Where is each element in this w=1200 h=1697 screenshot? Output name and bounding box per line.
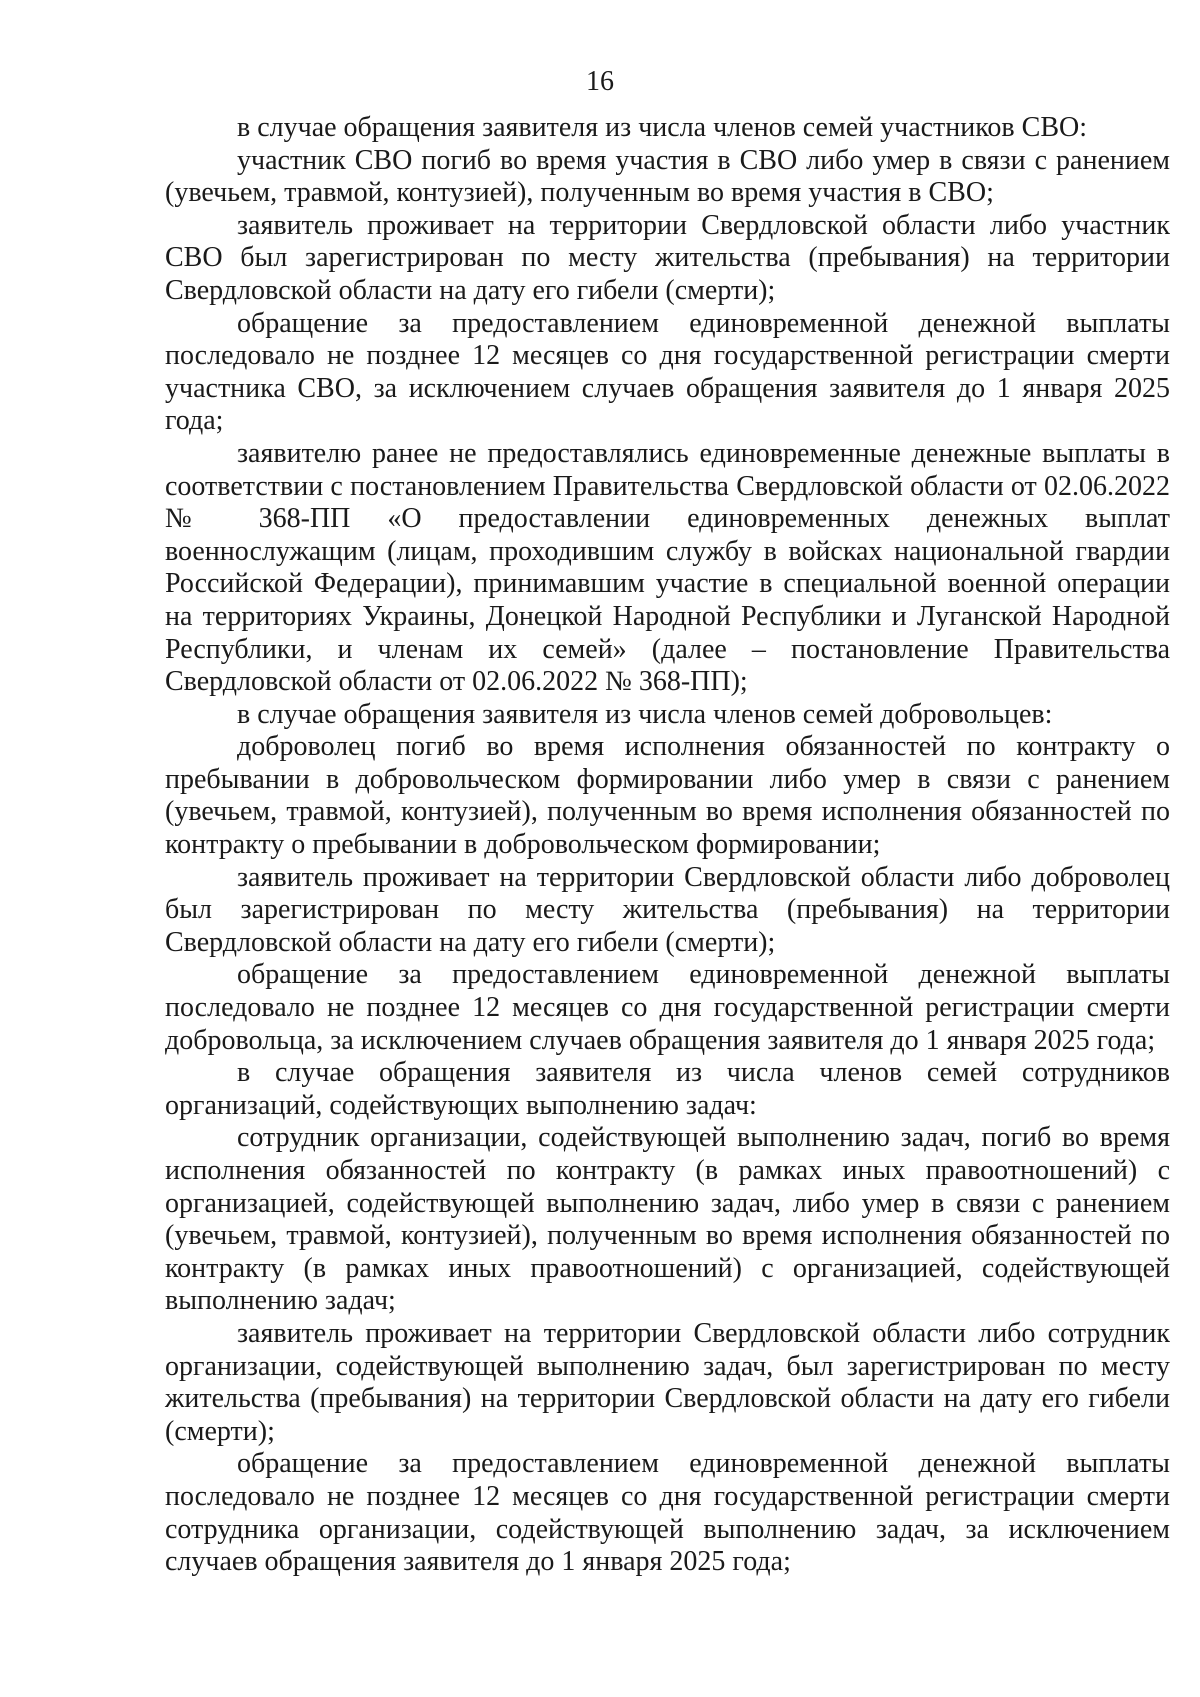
page-number: 16 (586, 66, 614, 97)
paragraph-organization-employee-death: сотрудник организации, содействующей выполнению задач, погиб во время исполнения обязанностей по контракту (в рамках иных правоотношений) с организацией, содействующей выполнению задач, либо умер в связи с ранением (увечьем, травмой, контузией), полученным во время исполнения обязанностей по контракту (в рамках иных правоотношений) с организацией, содействующей выполнению задач; (165, 1122, 1170, 1317)
paragraph-volunteer-deadline: обращение за предоставлением единовременной денежной выплаты последовало не позднее 12 месяцев со дня государственной регистрации смерти добровольца, за исключением случаев обращения заявителя до 1 января 2025 года; (165, 959, 1170, 1056)
paragraph-svo-no-prior-payments: заявителю ранее не предоставлялись единовременные денежные выплаты в соответствии с постановлением Правительства Свердловской области от 02.06.2022 № 368-ПП «О предоставлении единовременных денежных выплат военнослужащим (лицам, проходившим службу в войсках национальной гвардии Российской Федерации), принимавшим участие в специальной военной операции на территориях Украины, Донецкой Народной Республики и Луганской Народной Республики, и членам их семей» (далее – постановление Правительства Свердловской области от 02.06.2022 № 368-ПП); (165, 437, 1170, 698)
document-body (165, 112, 1170, 1579)
paragraph-volunteer-death: доброволец погиб во время исполнения обязанностей по контракту о пребывании в добровольческом формировании либо умер в связи с ранением (увечьем, травмой, контузией), полученным во время исполнения обязанностей по контракту о пребывании в добровольческом формировании; (165, 731, 1170, 861)
paragraph-svo-deadline: обращение за предоставлением единовременной денежной выплаты последовало не позднее 12 месяцев со дня государственной регистрации смерти участника СВО, за исключением случаев обращения заявителя до 1 января 2025 года; (165, 307, 1170, 437)
paragraph-organization-residence: заявитель проживает на территории Свердловской области либо сотрудник организации, содействующей выполнению задач, был зарегистрирован по месту жительства (пребывания) на территории Свердловской области на дату его гибели (смерти); (165, 1317, 1170, 1447)
paragraph-organization-deadline: обращение за предоставлением единовременной денежной выплаты последовало не позднее 12 месяцев со дня государственной регистрации смерти сотрудника организации, содействующей выполнению задач, за исключением случаев обращения заявителя до 1 января 2025 года; (165, 1448, 1170, 1578)
paragraph-organization-family-case: в случае обращения заявителя из числа членов семей сотрудников организаций, содействующих выполнению задач: (165, 1057, 1170, 1121)
paragraph-svo-residence: заявитель проживает на территории Свердловской области либо участник СВО был зарегистрирован по месту жительства (пребывания) на территории Свердловской области на дату его гибели (смерти); (165, 209, 1170, 306)
paragraph-svo-participant-death: участник СВО погиб во время участия в СВО либо умер в связи с ранением (увечьем, травмой, контузией), полученным во время участия в СВО; (165, 144, 1170, 209)
paragraph-volunteer-family-case: в случае обращения заявителя из числа членов семей добровольцев: (237, 698, 1053, 730)
paragraph-volunteer-residence: заявитель проживает на территории Свердловской области либо доброволец был зарегистрирован по месту жительства (пребывания) на территории Свердловской области на дату его гибели (смерти); (165, 861, 1170, 958)
paragraph-svo-family-case: в случае обращения заявителя из числа членов семей участников СВО: (237, 112, 1088, 143)
